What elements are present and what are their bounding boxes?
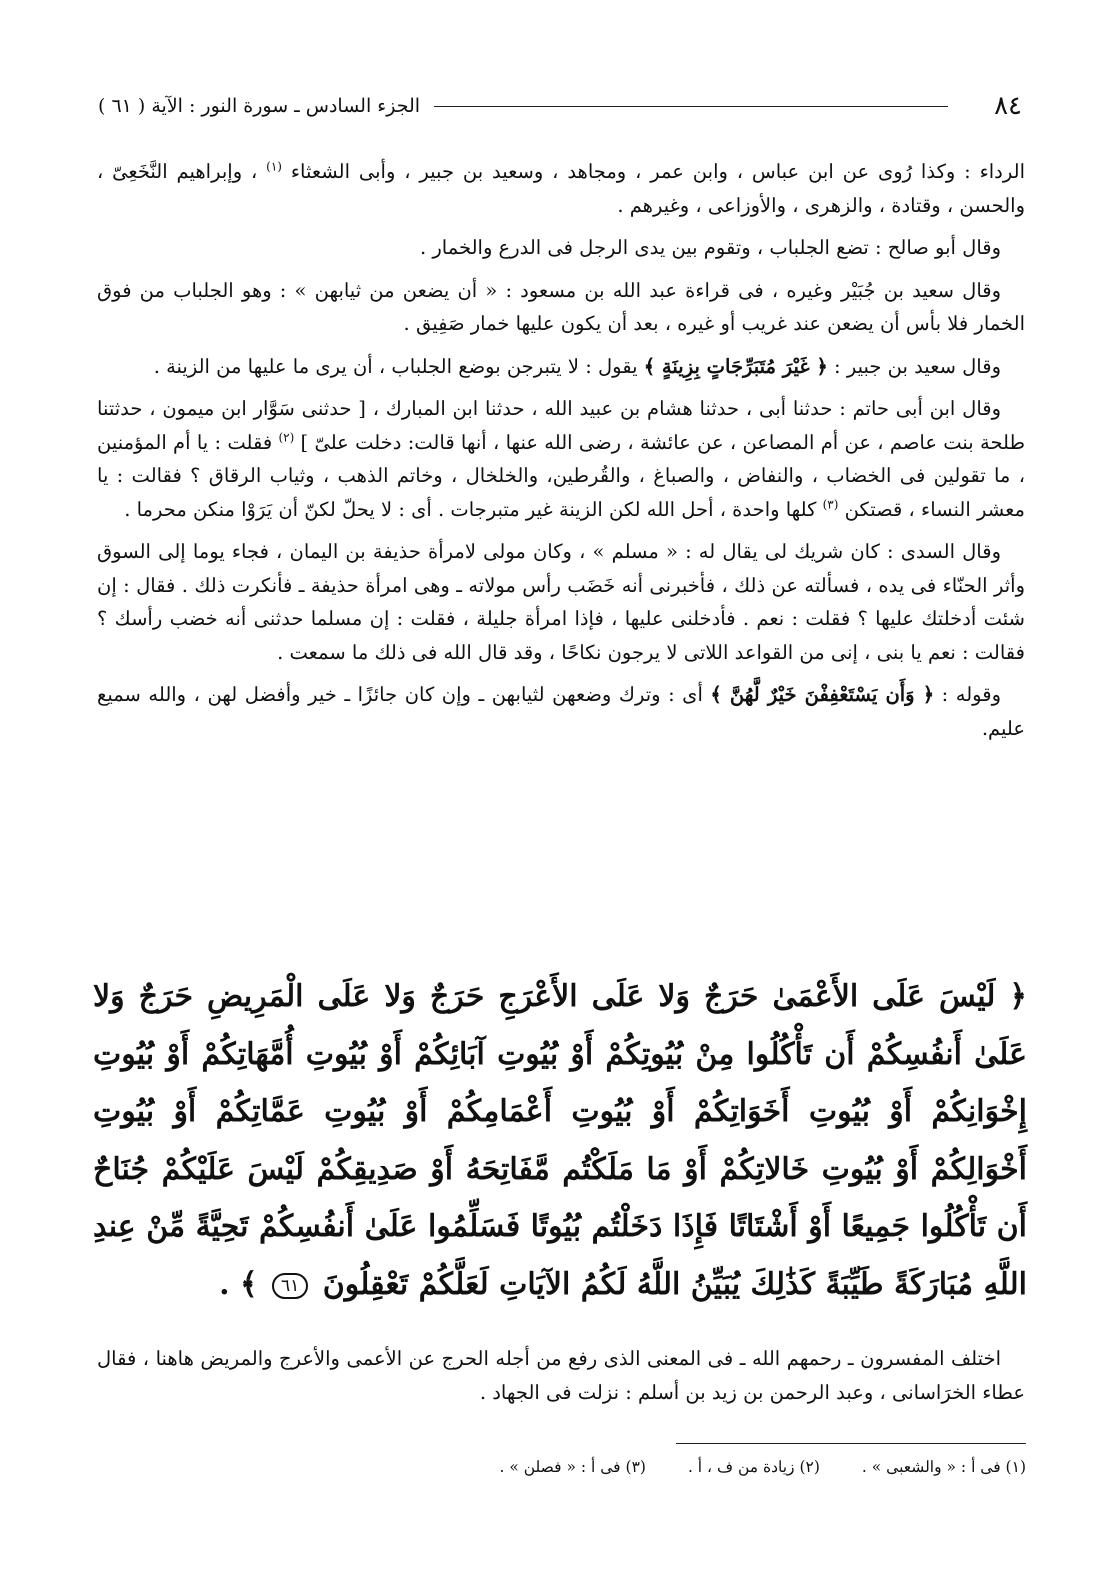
quran-quote: ﴿ غَيْرَ مُتَبَرِّجَاتٍ بِزِينَةٍ ﴾ [643, 354, 828, 378]
footnotes [330, 1458, 1026, 1486]
paragraph [97, 274, 1025, 341]
paragraph-text: يقول : لا يتبرجن بوضع الجلباب ، أن يرى ما عليها من الزينة . [153, 354, 644, 378]
paragraph [97, 350, 1025, 384]
ayah-number-marker: ٦١ [272, 1273, 308, 1299]
quran-verse [93, 968, 1027, 1313]
footnote-reference: (١) [266, 159, 282, 174]
paragraph-text: وقال أبو صالح : تضع الجلباب ، وتقوم بين يدى الرجل فى الدرع والخمار . [419, 236, 1001, 259]
paragraph-text: وقال سعيد بن جُبَيْر وغيره ، فى قراءة عبد الله بن مسعود : « أن يضعن من ثيابهن » : وهو الجلباب من فوق الخمار فلا بأس أن يضعن عند غريب أو غيره ، بعد أن يكون عليها خمار صَفِيق . [97, 278, 1025, 335]
running-title: الجزء السادس ـ سورة النور : الآية ( ٦١ ) [98, 95, 421, 117]
paragraph-text: الرداء : وكذا رُوى عن ابن عباس ، وابن عمر ، ومجاهد ، وسعيد بن جبير ، وأبى الشعثاء [281, 160, 1025, 183]
paragraph-text: وقال سعيد بن جبير : [827, 354, 1001, 378]
paragraph [97, 392, 1025, 526]
footnote-rule [676, 1443, 1026, 1444]
paragraph-text: وقال السدى : كان شريك لى يقال له : « مسلم » ، وكان مولى لامرأة حذيفة بن اليمان ، فجاء يوما إلى السوق وأثر الحنّاء فى يده ، فسألته عن ذلك ، فأخبرنى أنه خَضَب رأس مولاته ـ وهى امرأة حذيفة ـ فأنكرت ذلك . فقال : إن شئت أدخلتك عليها ؟ فقلت : نعم . فأدخلنى عليها ، فإذا امرأة جليلة ، فقلت : إن مسلما حدثنى أنه خضب رأسك ؟ فقالت : نعم يا بنى ، إنى من القواعد اللاتى لا يرجون نكاحًا ، وقد قال الله فى ذلك ما سمعت . [97, 540, 1025, 664]
paragraph-text: أى : وترك وضعهن لثيابهن ـ وإن كان جائزًا ـ خير وأفضل لهن ، والله سميع عليم. [97, 683, 1025, 740]
quran-quote: ﴿ وَأَن يَسْتَعْفِفْنَ خَيْرٌ لَّهُنَّ ﴾ [710, 683, 935, 706]
footnote-3: (٣) فى أ : « فصلن » . [499, 1458, 646, 1476]
page-header [98, 82, 1022, 130]
paragraph-text: ، وإبراهيم النَّخَعِىّ ، والحسن ، وقتادة ، والزهرى ، والأوزاعى ، وغيرهم . [97, 160, 1025, 217]
paragraph [97, 678, 1025, 745]
footnote-reference: (٣) [822, 497, 839, 511]
footnote-2: (٢) زيادة من ف ، أ . [687, 1458, 820, 1476]
page-number: ٨٤ [994, 91, 1022, 121]
verse-close-bracket: ﴾ . [219, 1266, 258, 1302]
footnote-reference: (٢) [278, 430, 295, 444]
paragraph [97, 535, 1025, 669]
paragraph [97, 231, 1025, 265]
commentary-body [97, 155, 1025, 754]
paragraph-text: وقال ابن أبى حاتم : حدثنا أبى ، حدثنا هشام بن عبيد الله ، حدثنا ابن المبارك ، [ حدثنى سَوَّار ابن ميمون ، حدثتنا طلحة بنت عاصم ، عن أم المصاعن ، عن عائشة ، رضى الله عنها ، أنها قالت: دخلت علىّ ] [97, 397, 1026, 454]
verse-text: لَيْسَ عَلَى الأَعْمَىٰ حَرَجٌ وَلا عَلَى الأَعْرَجِ حَرَجٌ وَلا عَلَى الْمَرِيضِ حَرَجٌ وَلا عَلَىٰ أَنفُسِكُمْ أَن تَأْكُلُوا مِنْ بُيُوتِكُمْ أَوْ بُيُوتِ آبَائِكُمْ أَوْ بُيُوتِ أُمَّهَاتِكُمْ أَوْ بُيُوتِ إِخْوَانِكُمْ أَوْ بُيُوتِ أَخَوَاتِكُمْ أَوْ بُيُوتِ أَعْمَامِكُمْ أَوْ بُيُوتِ عَمَّاتِكُمْ أَوْ بُيُوتِ أَخْوَالِكُمْ أَوْ بُيُوتِ خَالاتِكُمْ أَوْ مَا مَلَكْتُم مَّفَاتِحَهُ أَوْ صَدِيقِكُمْ لَيْسَ عَلَيْكُمْ جُنَاحٌ أَن تَأْكُلُوا جَمِيعًا أَوْ أَشْتَاتًا فَإِذَا دَخَلْتُم بُيُوتًا فَسَلِّمُوا عَلَىٰ أَنفُسِكُمْ تَحِيَّةً مِّنْ عِندِ اللَّهِ مُبَارَكَةً طَيِّبَةً كَذَٰلِكَ يُبَيِّنُ اللَّهُ لَكُمُ الآيَاتِ لَعَلَّكُمْ تَعْقِلُونَ [93, 979, 1027, 1302]
paragraph: اختلف المفسرون ـ رحمهم الله ـ فى المعنى الذى رفع من أجله الحرج عن الأعمى والأعرج والمريض هاهنا ، فقال عطاء الخرَاسانى ، وعبد الرحمن بن زيد بن أسلم : نزلت فى الجهاد . [97, 1347, 1025, 1404]
footnote-1: (١) فى أ : « والشعبى » . [861, 1458, 1026, 1476]
paragraph-text: كلها واحدة ، أحل الله لكن الزينة غير متبرجات . أى : لا يحلّ لكنّ أن يَرَوْا منكن محرما . [124, 497, 823, 521]
paragraph-text: وقوله : [934, 683, 1001, 706]
paragraph [97, 155, 1025, 222]
paragraph-text: فقلت : يا أم المؤمنين ، ما تقولين فى الخضاب ، والنفاض ، والصباغ ، والقُرطين، والخلخال ، وخاتم الذهب ، وثياب الرقاق ؟ فقالت : يا معشر النساء ، قصتكن [97, 430, 1025, 521]
header-rule [434, 106, 948, 107]
tafsir-intro [97, 1342, 1025, 1418]
verse-open-bracket: ﴿ [1009, 979, 1027, 1014]
